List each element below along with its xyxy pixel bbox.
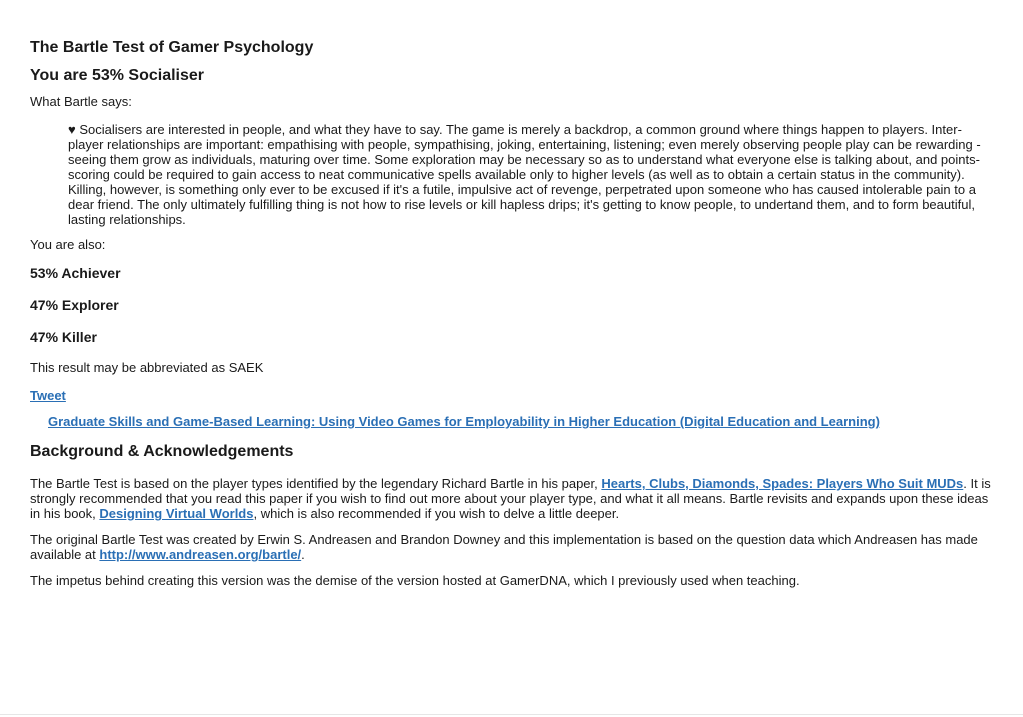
what-bartle-says-label: What Bartle says: <box>30 94 132 109</box>
page-title: The Bartle Test of Gamer Psychology <box>30 39 314 56</box>
background-paragraph-2 <box>30 532 998 562</box>
background-paragraph-1 <box>30 476 998 521</box>
background-p1-text-b: . It is strongly recommended that you read this paper if you wish to find out more about your player type, and what it all means. Bartle revisits and expands upon these ideas in his book, <box>30 476 991 521</box>
book-link[interactable]: Graduate Skills and Game-Based Learning: Using Video Games for Employability in Higher Education (Digital Education and Learning) <box>48 414 880 429</box>
background-p1-text-c: , which is also recommended if you wish to delve a little deeper. <box>253 506 620 521</box>
also-label: You are also: <box>30 237 106 252</box>
score-achiever: 53% Achiever <box>30 265 121 281</box>
designing-virtual-worlds-link[interactable]: Designing Virtual Worlds <box>99 506 254 521</box>
background-p2-text-a: The original Bartle Test was created by Erwin S. Andreasen and Brandon Downey and this implementation is based on the question data which Andreasen has made available at <box>30 532 978 562</box>
background-p2-text-b: . <box>301 547 305 562</box>
bartle-paper-link[interactable]: Hearts, Clubs, Diamonds, Spades: Players Who Suit MUDs <box>601 476 964 491</box>
score-killer: 47% Killer <box>30 329 97 345</box>
andreasen-link[interactable]: http://www.andreasen.org/bartle/ <box>99 547 302 562</box>
abbreviation-text: This result may be abbreviated as SAEK <box>30 360 264 375</box>
background-heading: Background & Acknowledgements <box>30 443 294 460</box>
tweet-link[interactable]: Tweet <box>30 388 66 403</box>
content <box>30 38 998 599</box>
score-explorer: 47% Explorer <box>30 297 119 313</box>
result-heading: You are 53% Socialiser <box>30 67 205 84</box>
background-p1-text-a: The Bartle Test is based on the player types identified by the legendary Richard Bartle in his paper, <box>30 476 602 491</box>
bottom-divider <box>0 714 1023 715</box>
bartle-quote: ♥ Socialisers are interested in people, and what they have to say. The game is merely a backdrop, a common ground where things happen to players. Inter-player relationships are important: empathising with people, sympathising, joking, entertaining, listening; even merely observing people play can be rewarding - seeing them grow as individuals, maturing over time. Some exploration may be necessary so as to understand what everyone else is talking about, and points-scoring could be required to gain access to neat communicative spells available only to higher levels (as well as to obtain a certain status in the community). Killing, however, is something only ever to be excused if it's a futile, impulsive act of revenge, perpetrated upon someone who has caused intolerable pain to a dear friend. The only ultimately fulfilling thing is not how to rise levels or kill hapless drips; it's getting to know people, to undertand them, and to form beautiful, lasting relationships. <box>68 122 981 227</box>
background-paragraph-3: The impetus behind creating this version was the demise of the version hosted at GamerDNA, which I previously used when teaching. <box>30 573 800 588</box>
